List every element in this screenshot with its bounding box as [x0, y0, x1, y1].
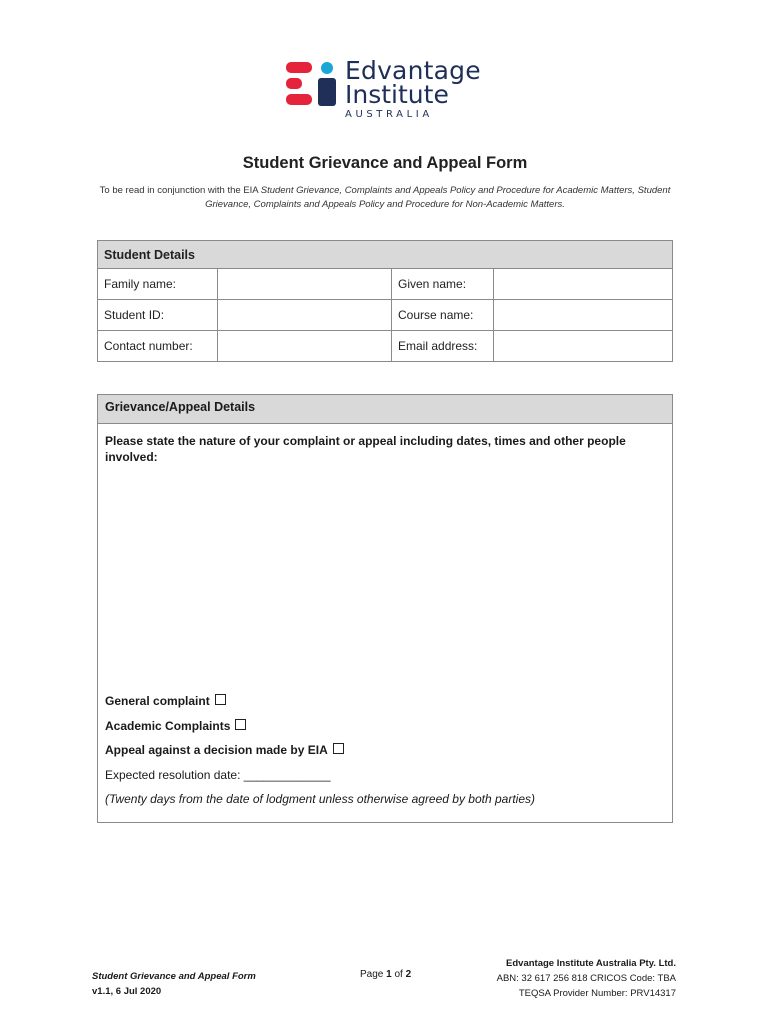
given-name-label: Given name:	[392, 269, 494, 300]
general-complaint-checkbox[interactable]	[215, 694, 226, 705]
resolution-label: Expected resolution date:	[105, 768, 241, 782]
table-row	[98, 331, 673, 362]
expected-resolution-date	[105, 768, 331, 782]
table-row	[98, 269, 673, 300]
given-name-field[interactable]	[494, 269, 673, 300]
footer-version: v1.1, 6 Jul 2020	[92, 986, 162, 997]
option-general-complaint	[105, 694, 226, 708]
grievance-details-heading: Grievance/Appeal Details	[98, 395, 672, 424]
email-address-field[interactable]	[494, 331, 673, 362]
footer-left	[92, 969, 256, 999]
email-address-label: Email address:	[392, 331, 494, 362]
contact-number-field[interactable]	[218, 331, 392, 362]
edvantage-logo-mark	[285, 62, 341, 108]
footer-company: Edvantage Institute Australia Pty. Ltd.	[506, 958, 676, 969]
option-label: Appeal against a decision made by EIA	[105, 743, 328, 757]
resolution-note: (Twenty days from the date of lodgment unless otherwise agreed by both parties)	[105, 792, 536, 806]
course-name-label: Course name:	[392, 300, 494, 331]
footer-right	[497, 956, 676, 1001]
intro-prefix: To be read in conjunction with the EIA	[99, 185, 261, 196]
grievance-details-box	[97, 394, 673, 823]
page-word: Page	[360, 969, 384, 980]
form-title: Student Grievance and Appeal Form	[242, 154, 528, 172]
logo-word-institute: Institute	[345, 80, 449, 109]
family-name-label: Family name:	[98, 269, 218, 300]
student-details-table	[97, 240, 673, 362]
grievance-text-area[interactable]	[105, 469, 665, 679]
resolution-date-blank[interactable]: _____________	[243, 768, 331, 782]
contact-number-label: Contact number:	[98, 331, 218, 362]
student-details-heading: Student Details	[98, 241, 673, 269]
option-appeal-decision	[105, 743, 344, 757]
intro-policy-nonacademic: Student Grievance, Complaints and Appeals Policy and Procedure for Non-Academic Matters.	[205, 185, 671, 210]
page-number	[360, 969, 411, 980]
page-total: 2	[405, 969, 412, 980]
appeal-decision-checkbox[interactable]	[333, 743, 344, 754]
page-current: 1	[386, 969, 392, 980]
student-id-label: Student ID:	[98, 300, 218, 331]
option-label: General complaint	[105, 694, 210, 708]
footer-abn: ABN: 32 617 256 818 CRICOS Code: TBA	[496, 973, 676, 984]
logo	[285, 56, 515, 122]
footer-doc-name: Student Grievance and Appeal Form	[92, 971, 256, 982]
footer-teqsa: TEQSA Provider Number: PRV14317	[518, 988, 676, 999]
grievance-prompt: Please state the nature of your complaint or appeal including dates, times and other people involved:	[105, 434, 626, 464]
logo-word-edvantage: Edvantage	[345, 56, 481, 85]
option-academic-complaints	[105, 719, 246, 733]
intro-text	[95, 184, 675, 212]
family-name-field[interactable]	[218, 269, 392, 300]
student-id-field[interactable]	[218, 300, 392, 331]
course-name-field[interactable]	[494, 300, 673, 331]
page-of: of	[394, 969, 403, 980]
logo-word-australia: AUSTRALIA	[345, 109, 433, 120]
table-row	[98, 300, 673, 331]
option-label: Academic Complaints	[105, 719, 231, 733]
intro-policy-academic: Student Grievance, Complaints and Appeals Policy and Procedure for Academic Matters,	[260, 185, 635, 196]
academic-complaints-checkbox[interactable]	[235, 719, 246, 730]
